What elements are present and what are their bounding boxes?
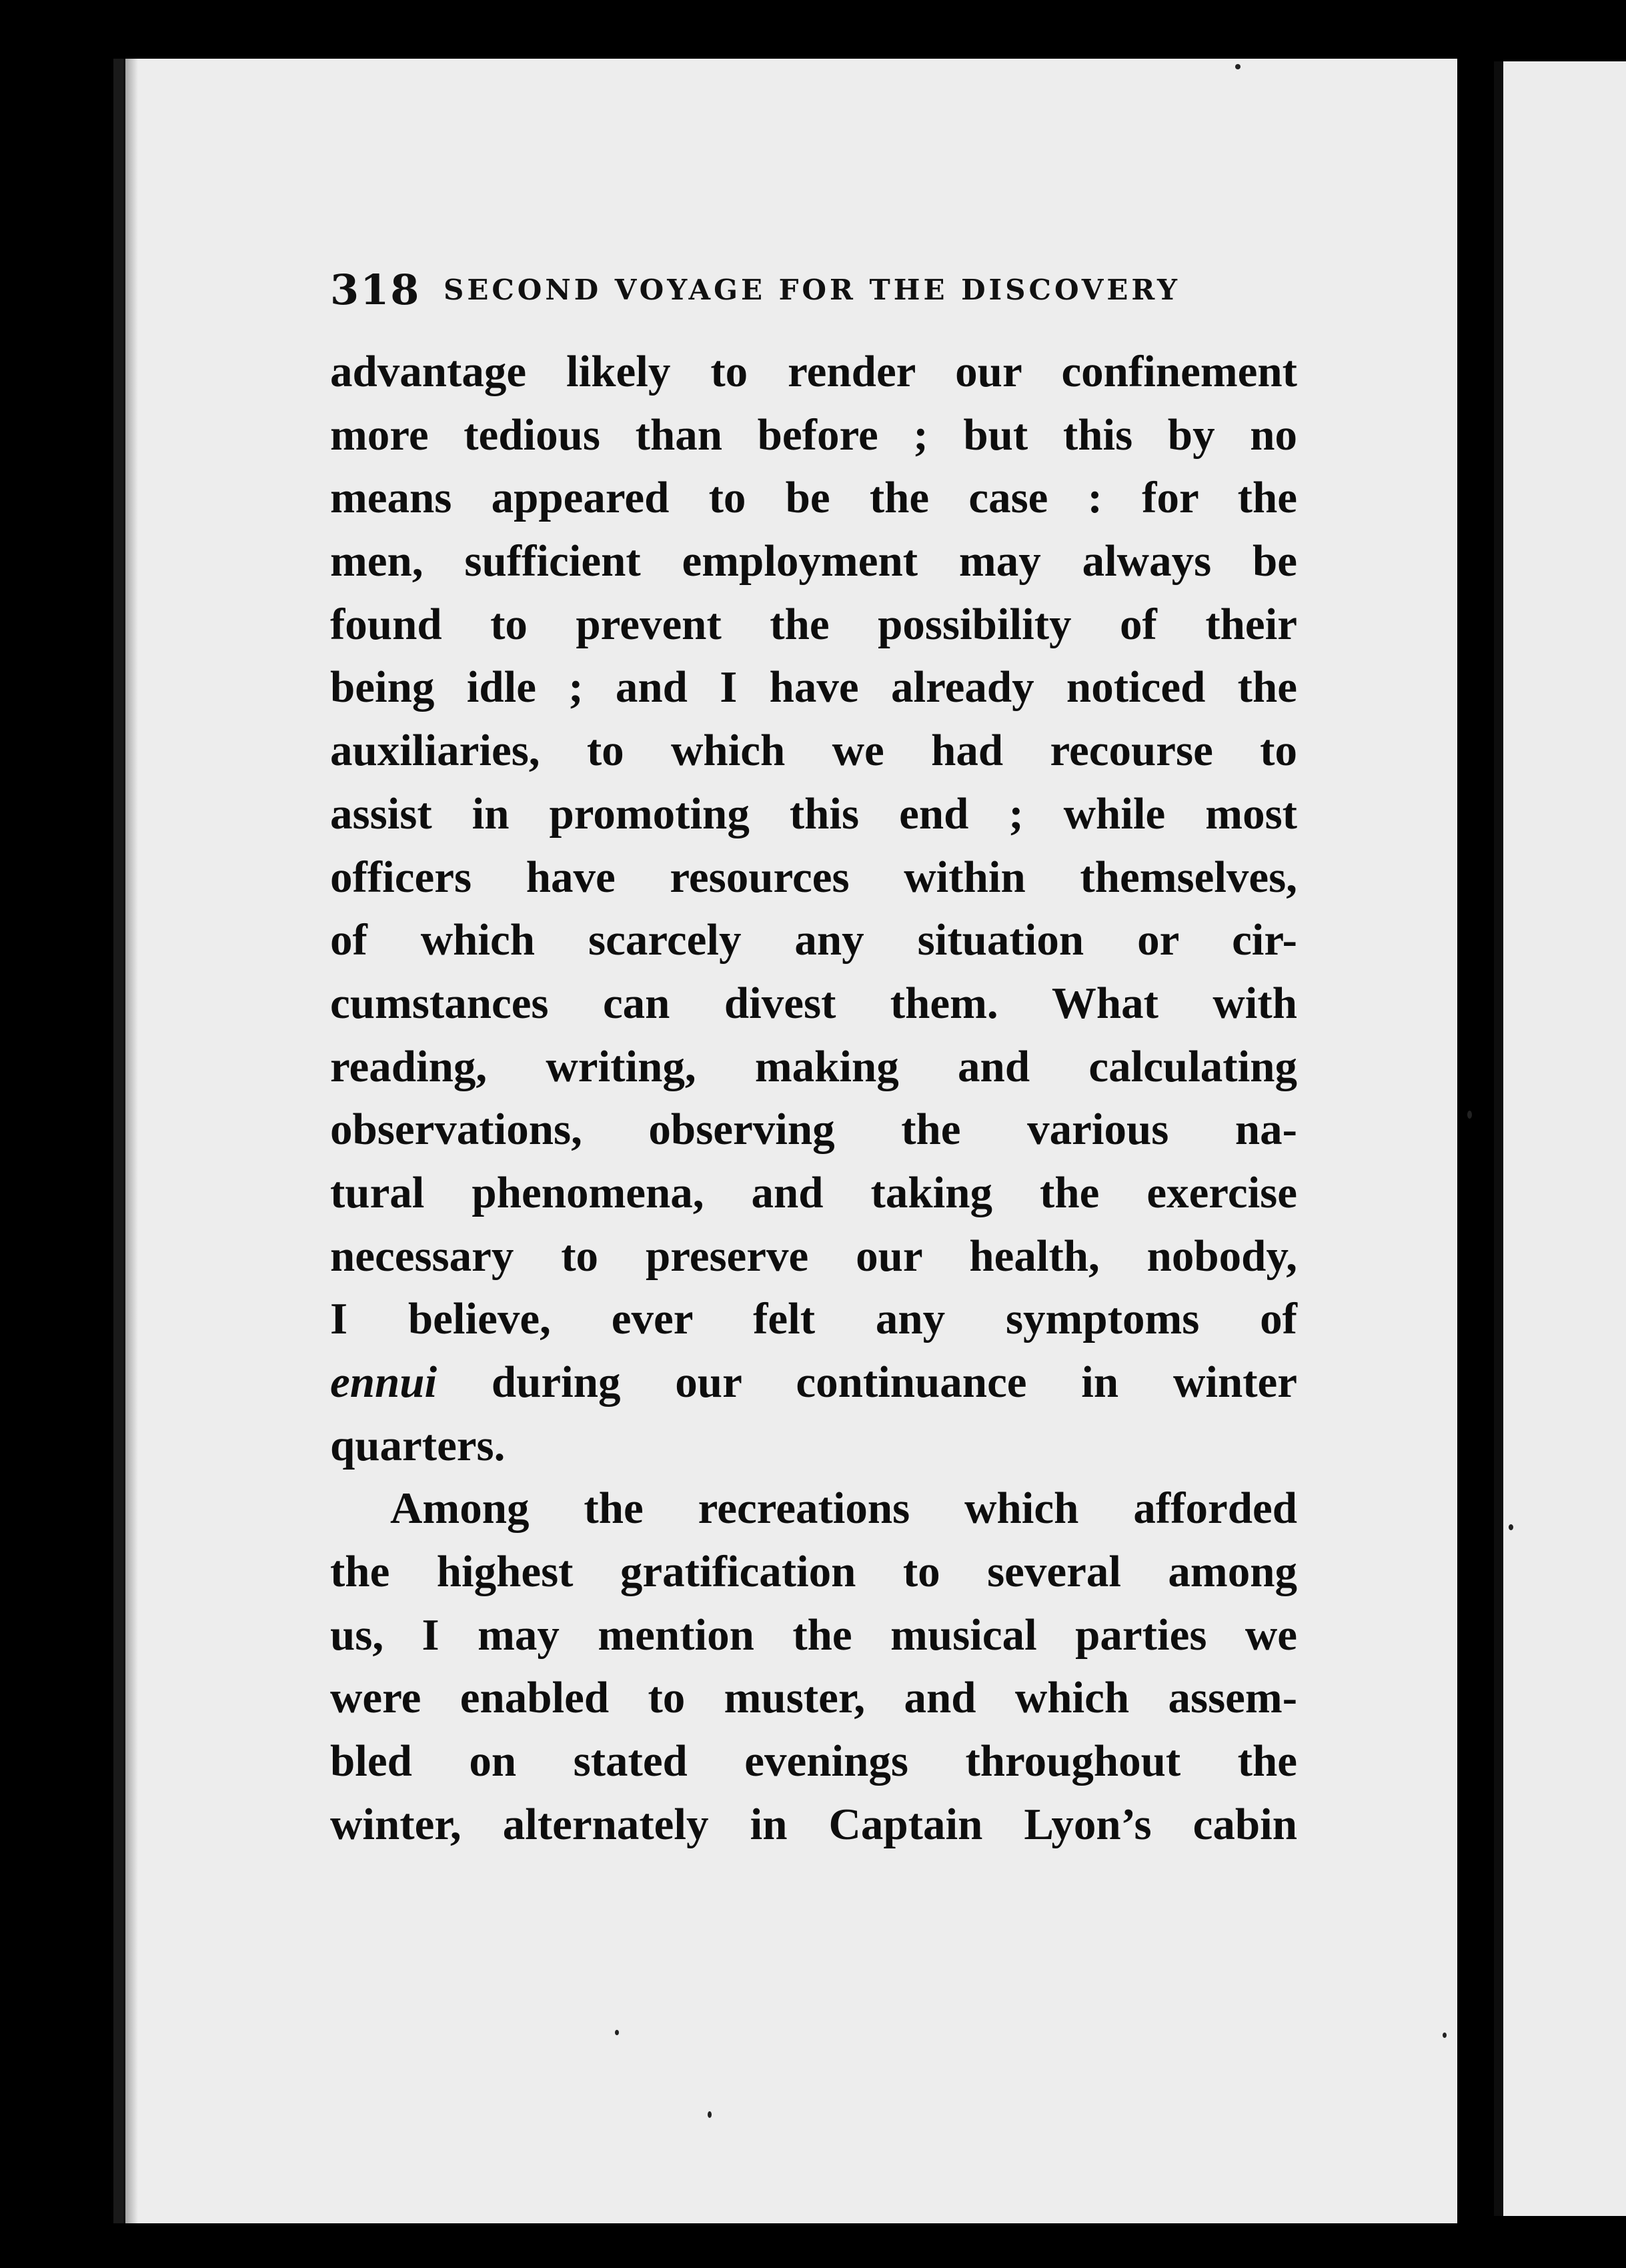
running-head: SECOND VOYAGE FOR THE DISCOVERY [444, 273, 1180, 306]
text-line: found to prevent the possibility of their [330, 599, 1297, 649]
text-line: tural phenomena, and taking the exercise [330, 1167, 1297, 1217]
body-text [330, 340, 1297, 1856]
text-line: advantage likely to render our confinement [330, 347, 1297, 396]
text-line: winter, alternately in Captain Lyon’s cabin [330, 1799, 1297, 1849]
text-line: quarters. [330, 1420, 506, 1470]
text-line: reading, writing, making and calculating [330, 1041, 1297, 1091]
text-line: the highest gratification to several among [330, 1547, 1297, 1597]
text-line: being idle ; and I have already noticed the [330, 662, 1297, 712]
dust-speck [615, 2030, 619, 2035]
text-line: bled on stated evenings throughout the [330, 1736, 1297, 1786]
text-line: I believe, ever felt any symptoms of [330, 1294, 1297, 1344]
text-line: more tedious than before ; but this by no [330, 410, 1297, 460]
text-line: were enabled to muster, and which assem- [330, 1673, 1297, 1723]
italic-word: ennui [330, 1357, 438, 1407]
dust-speck [708, 2111, 712, 2118]
dust-speck [1509, 1524, 1513, 1530]
text-line: men, sufficient employment may always be [330, 536, 1297, 586]
text-line: us, I may mention the musical parties we [330, 1610, 1297, 1660]
text-line: observations, observing the various na- [330, 1105, 1297, 1155]
page-header [330, 265, 1251, 319]
dust-speck [1443, 2033, 1447, 2038]
text-line: assist in promoting this end ; while most [330, 788, 1297, 838]
text-line: means appeared to be the case : for the [330, 473, 1297, 523]
text-line: cumstances can divest them. What with [330, 978, 1297, 1028]
dust-speck [1467, 1111, 1472, 1119]
text-line: necessary to preserve our health, nobody, [330, 1231, 1297, 1281]
text-line-with-italic [330, 1351, 1297, 1414]
text-line: auxiliaries, to which we had recourse to [330, 726, 1297, 776]
adjacent-page-edge [1494, 61, 1626, 2216]
text-line-rest: during our continuance in winter [437, 1357, 1297, 1407]
dust-speck [1235, 64, 1241, 69]
text-line: officers have resources within themselves, [330, 852, 1297, 902]
text-line: Among the recreations which afforded [390, 1484, 1297, 1534]
paragraph-1 [330, 340, 1297, 1477]
page-number: 318 [330, 265, 421, 314]
page-gutter-shadow [123, 59, 138, 2223]
paragraph-2 [330, 1477, 1297, 1856]
text-line: of which scarcely any situation or cir- [330, 915, 1297, 965]
